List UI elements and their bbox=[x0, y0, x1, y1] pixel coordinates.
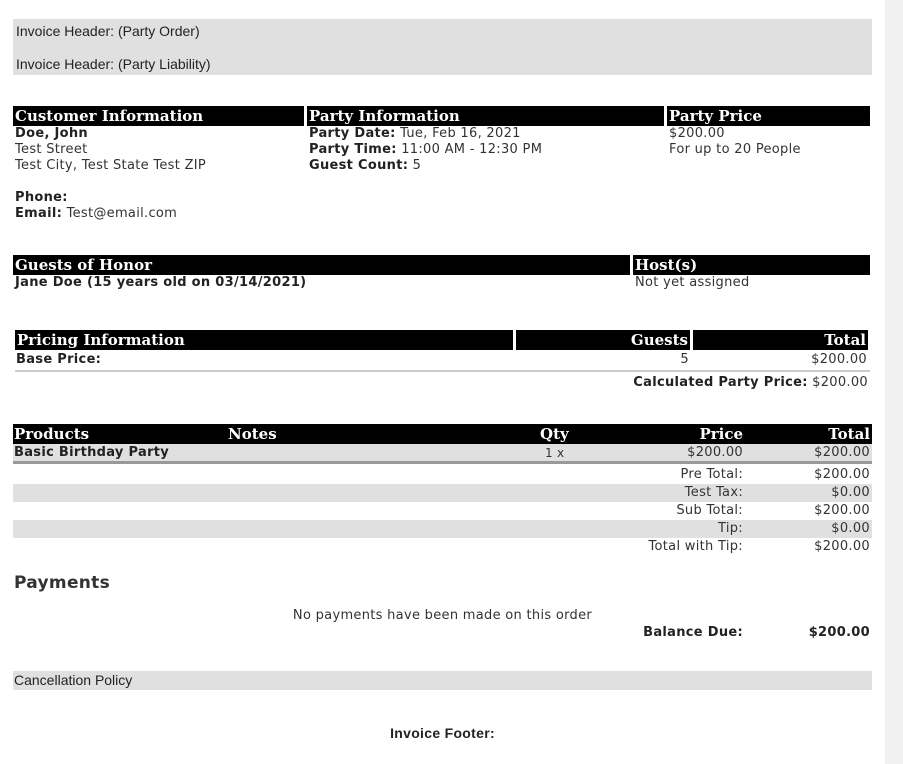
pre-total-label: Pre Total: bbox=[680, 467, 743, 482]
email-value: Test@email.com bbox=[66, 206, 178, 221]
party-date bbox=[309, 126, 521, 141]
product-total: $200.00 bbox=[814, 445, 870, 460]
price-col-heading: Price bbox=[699, 425, 743, 443]
product-price: $200.00 bbox=[687, 445, 743, 460]
calc-price-value: $200.00 bbox=[812, 375, 868, 390]
balance-due-value: $200.00 bbox=[808, 625, 870, 640]
base-price-guests: 5 bbox=[680, 352, 689, 367]
email-label: Email: bbox=[15, 206, 63, 221]
customer-city-line: Test City, Test State Test ZIP bbox=[15, 158, 207, 173]
vertical-scrollbar[interactable] bbox=[885, 0, 903, 764]
total-with-tip-value: $200.00 bbox=[814, 539, 870, 554]
product-name: Basic Birthday Party bbox=[14, 445, 170, 460]
guests-of-honor-heading: Guests of Honor bbox=[13, 255, 630, 275]
party-info-heading: Party Information bbox=[307, 106, 664, 126]
notes-col-heading: Notes bbox=[228, 425, 277, 443]
sub-total-label: Sub Total: bbox=[676, 503, 743, 518]
invoice-footer: Invoice Footer: bbox=[390, 725, 495, 741]
product-qty: 1 x bbox=[545, 446, 565, 460]
totals-row-bg-1 bbox=[13, 484, 872, 502]
host-value: Not yet assigned bbox=[635, 275, 750, 290]
calculated-party-price bbox=[520, 375, 868, 390]
total-with-tip-label: Total with Tip: bbox=[648, 539, 743, 554]
customer-email bbox=[15, 206, 177, 221]
party-time bbox=[309, 142, 542, 157]
tip-value: $0.00 bbox=[831, 521, 870, 536]
party-price-amount: $200.00 bbox=[669, 126, 725, 141]
pricing-info-heading: Pricing Information bbox=[15, 330, 513, 350]
phone-label: Phone: bbox=[15, 190, 68, 205]
sub-total-value: $200.00 bbox=[814, 503, 870, 518]
invoice-header-box bbox=[13, 19, 872, 75]
customer-phone bbox=[15, 190, 68, 205]
hosts-heading: Host(s) bbox=[633, 255, 870, 275]
customer-name: Doe, John bbox=[15, 126, 88, 141]
tax-label: Test Tax: bbox=[684, 485, 743, 500]
tip-label: Tip: bbox=[718, 521, 743, 536]
customer-street: Test Street bbox=[15, 142, 88, 157]
product-row-divider bbox=[13, 461, 872, 464]
base-price-label: Base Price: bbox=[16, 352, 102, 367]
party-date-label: Party Date: bbox=[309, 126, 396, 141]
invoice-header-party-liability: Invoice Header: (Party Liability) bbox=[16, 56, 211, 72]
pricing-total-heading: Total bbox=[693, 330, 868, 350]
tax-value: $0.00 bbox=[831, 485, 870, 500]
pricing-divider bbox=[15, 370, 870, 372]
pre-total-value: $200.00 bbox=[814, 467, 870, 482]
calc-price-label: Calculated Party Price: bbox=[633, 375, 808, 390]
party-price-note: For up to 20 People bbox=[669, 142, 801, 157]
total-col-heading: Total bbox=[828, 425, 870, 443]
guest-count bbox=[309, 158, 421, 173]
balance-due-label: Balance Due: bbox=[643, 625, 743, 640]
invoice-header-party-order: Invoice Header: (Party Order) bbox=[16, 23, 200, 39]
cancellation-policy-text: Cancellation Policy bbox=[14, 672, 133, 688]
products-header-bar bbox=[13, 424, 872, 444]
guest-of-honor-value: Jane Doe (15 years old on 03/14/2021) bbox=[15, 275, 307, 290]
party-time-value: 11:00 AM - 12:30 PM bbox=[401, 142, 543, 157]
cancellation-policy-box bbox=[13, 671, 872, 690]
qty-col-heading: Qty bbox=[540, 425, 569, 443]
customer-info-heading: Customer Information bbox=[13, 106, 304, 126]
party-price-heading: Party Price bbox=[667, 106, 870, 126]
base-price-total: $200.00 bbox=[811, 352, 867, 367]
party-date-value: Tue, Feb 16, 2021 bbox=[400, 126, 521, 141]
guest-count-value: 5 bbox=[412, 158, 422, 173]
pricing-guests-heading: Guests bbox=[516, 330, 690, 350]
totals-row-bg-2 bbox=[13, 520, 872, 538]
party-time-label: Party Time: bbox=[309, 142, 397, 157]
guest-count-label: Guest Count: bbox=[309, 158, 409, 173]
products-col-heading: Products bbox=[14, 425, 90, 443]
payments-heading: Payments bbox=[14, 573, 111, 593]
no-payments-message: No payments have been made on this order bbox=[292, 608, 593, 623]
